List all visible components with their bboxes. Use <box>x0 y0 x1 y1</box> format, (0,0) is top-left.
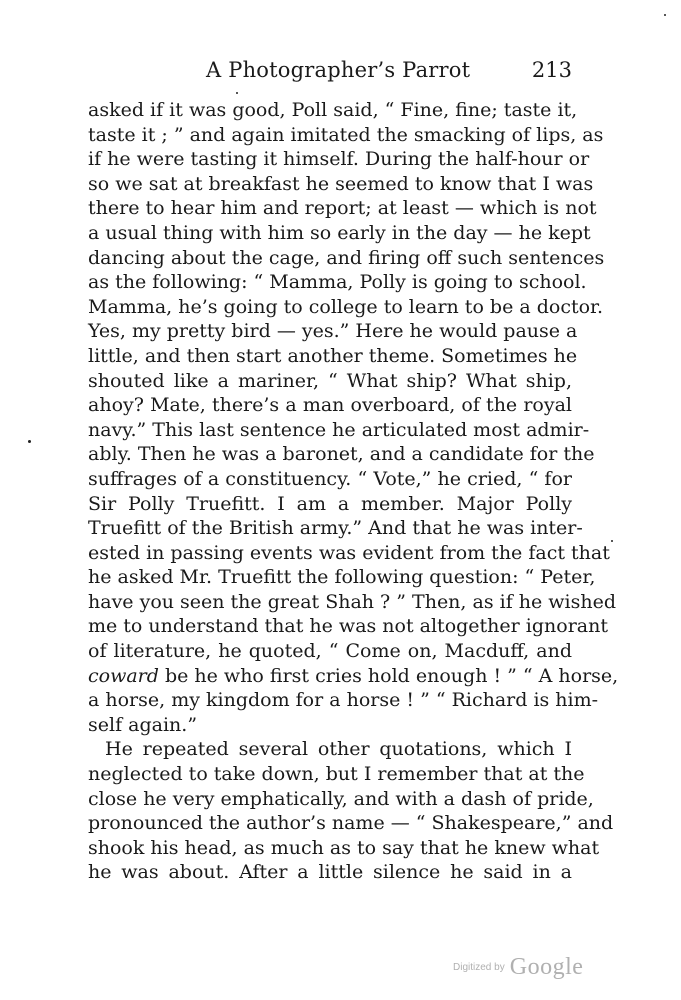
text-line: asked if it was good, Poll said, “ Fine, fine; taste it, <box>88 99 578 121</box>
text-line: dancing about the cage, and firing off such sentences <box>88 246 605 269</box>
text-line: close he very emphatically, and with a dash of pride, <box>88 787 594 810</box>
text-line: pronounced the author’s name — “ Shakespeare,” and <box>88 812 614 835</box>
page-header <box>88 54 572 94</box>
text-line: there to hear him and report; at least — which is not <box>88 197 597 220</box>
text-line: taste it ; ” and again imitated the smacking of lips, as <box>88 123 604 146</box>
watermark-brand-text: Google <box>509 954 584 980</box>
text-line: shouted like a mariner, “ What ship? What ship, <box>88 369 572 392</box>
scan-speck <box>236 92 238 94</box>
text-line: Truefitt of the British army.” And that he was inter- <box>88 517 583 540</box>
text-line: navy.” This last sentence he articulated most admir- <box>88 418 590 441</box>
text-line: suffrages of a constituency. “ Vote,” he cried, “ for <box>88 467 572 490</box>
text-line: Yes, my pretty bird — yes.” Here he would pause a <box>88 320 578 343</box>
text-line <box>88 664 619 689</box>
scan-speck <box>28 440 31 443</box>
text-line: Sir Polly Truefitt. I am a member. Major Polly <box>88 492 572 515</box>
text-line: neglected to take down, but I remember that at the <box>88 763 585 786</box>
text-line: shook his head, as much as to say that he knew what <box>88 836 600 859</box>
text-line: he asked Mr. Truefitt the following question: “ Peter, <box>88 566 596 589</box>
text-line: have you seen the great Shah ? ” Then, as if he wished <box>88 590 617 613</box>
text-line: so we sat at breakfast he seemed to know that I was <box>88 172 594 195</box>
text-line: self again.” <box>88 713 198 736</box>
text-line: a horse, my kingdom for a horse ! ” “ Richard is him- <box>88 689 599 712</box>
text-line: he was about. After a little silence he said in a <box>88 861 572 884</box>
text-line: Mamma, he’s going to college to learn to be a doctor. <box>88 295 604 318</box>
scan-speck <box>611 540 613 542</box>
page-number: 213 <box>531 58 572 82</box>
text-line: if he were tasting it himself. During the half-hour or <box>88 148 590 171</box>
running-title: A Photographer’s Parrot <box>206 58 471 82</box>
text-line: ested in passing events was evident from the fact that <box>88 541 610 564</box>
text-line: a usual thing with him so early in the day — he kept <box>88 221 591 244</box>
watermark-small-text: Digitized by <box>453 962 505 973</box>
italic-word: coward <box>88 664 159 687</box>
text-line: of literature, he quoted, “ Come on, Macduff, and <box>88 640 572 663</box>
text-line: me to understand that he was not altogether ignorant <box>88 615 608 638</box>
line-text: be he who first cries hold enough ! ” “ A horse, <box>158 664 619 687</box>
text-line: ahoy? Mate, there’s a man overboard, of the royal <box>88 394 572 417</box>
text-line: He repeated several other quotations, which I <box>105 738 572 761</box>
text-line: ably. Then he was a baronet, and a candidate for the <box>88 443 595 466</box>
scan-speck <box>664 14 666 16</box>
text-line: little, and then start another theme. Sometimes he <box>88 344 578 367</box>
digitized-by-google-watermark <box>453 954 598 984</box>
text-line: as the following: “ Mamma, Polly is going to school. <box>88 271 587 294</box>
body-text <box>88 98 619 885</box>
